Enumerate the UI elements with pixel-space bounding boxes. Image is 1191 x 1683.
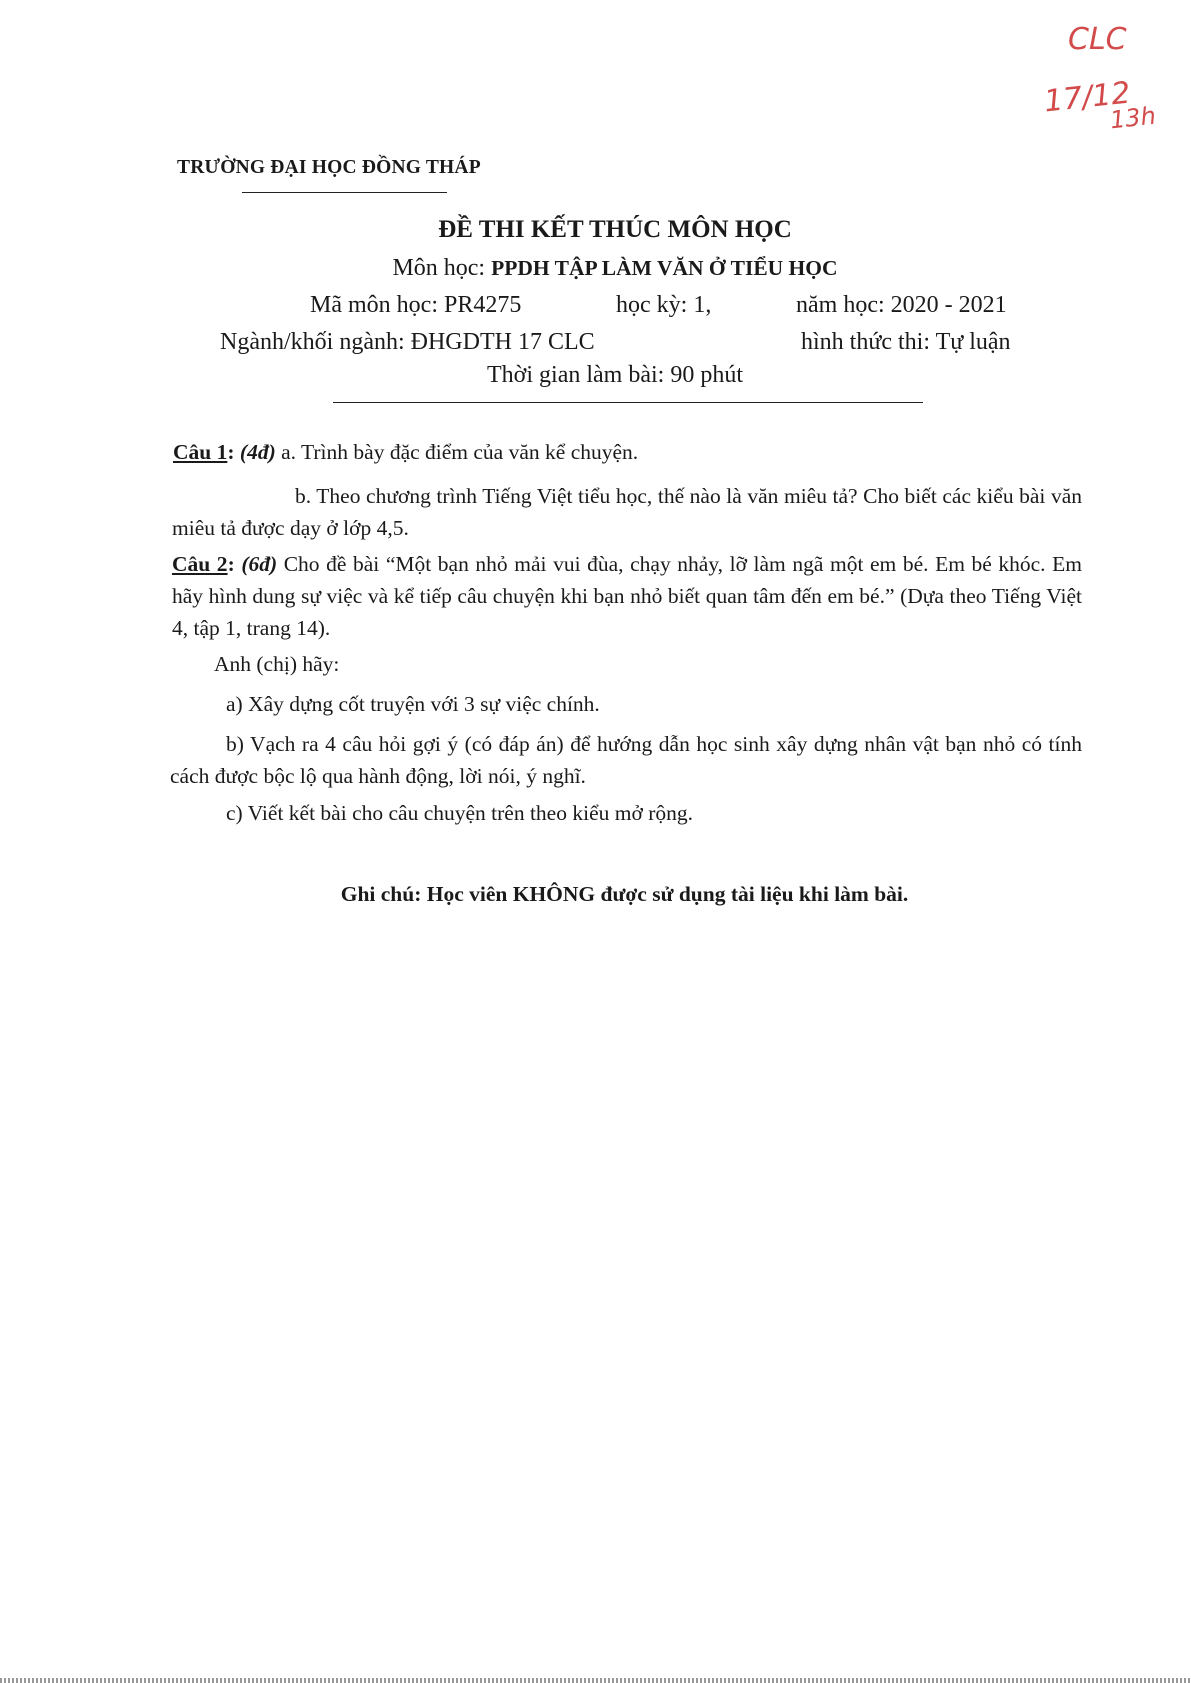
- subject-value: PPDH TẬP LÀM VĂN Ở TIỂU HỌC: [491, 256, 838, 280]
- question-1-points: (4đ): [239, 440, 276, 464]
- exam-title: ĐỀ THI KẾT THÚC MÔN HỌC: [438, 216, 792, 243]
- exam-form: hình thức thi: Tự luận: [801, 329, 1011, 355]
- question-2-part-c: c) Viết kết bài cho câu chuyện trên theo kiểu mở rộng.: [226, 801, 693, 825]
- major: Ngành/khối ngành: ĐHGDTH 17 CLC: [220, 329, 595, 355]
- question-2-points: (6đ): [241, 552, 278, 576]
- university-name: TRƯỜNG ĐẠI HỌC ĐỒNG THÁP: [177, 157, 481, 178]
- handwritten-note-date: 17/12: [1042, 75, 1133, 120]
- question-2-prompt-text: Cho đề bài “Một bạn nhỏ mải vui đùa, chạy nhảy, lỡ làm ngã một em bé. Em bé khóc. Em hãy hình dung sự việc và kể tiếp câu chuyện khi bạn nhỏ biết quan tâm đến em bé.” (Dựa theo Tiếng Việt 4, tập 1, trang 14).: [172, 552, 1082, 640]
- handwritten-note-clc: CLC: [1068, 22, 1127, 57]
- exam-note: Ghi chú: Học viên KHÔNG được sử dụng tài liệu khi làm bài.: [340, 882, 909, 906]
- scan-edge-divider: [0, 1678, 1191, 1683]
- course-code: Mã môn học: PR4275: [310, 292, 522, 318]
- university-underline: [242, 192, 447, 193]
- question-1-part-a: Câu 1: (4đ) a. Trình bày đặc điểm của văn kể chuyện.: [173, 440, 639, 464]
- subject-line: [0, 255, 1191, 282]
- question-1-a-text: a. Trình bày đặc điểm của văn kể chuyện.: [281, 440, 639, 464]
- question-2-part-b: b) Vạch ra 4 câu hỏi gợi ý (có đáp án) để hướng dẫn học sinh xây dựng nhân vật bạn nhỏ có tính cách được bộc lộ qua hành động, lời nói, ý nghĩ.: [170, 732, 1082, 788]
- question-2-lead: Anh (chị) hãy:: [214, 652, 340, 676]
- subject-label: Môn học:: [392, 255, 486, 281]
- school-year: năm học: 2020 - 2021: [796, 292, 1007, 318]
- duration: Thời gian làm bài: 90 phút: [487, 362, 743, 388]
- handwritten-note-time: 13h: [1108, 101, 1158, 135]
- question-1-part-b: b. Theo chương trình Tiếng Việt tiểu học, thế nào là văn miêu tả? Cho biết các kiểu bài văn miêu tả được dạy ở lớp 4,5.: [172, 484, 1082, 540]
- question-2-part-a: a) Xây dựng cốt truyện với 3 sự việc chính.: [226, 692, 600, 716]
- question-1-label: Câu 1: [173, 440, 228, 464]
- question-2-label: Câu 2: [172, 552, 228, 576]
- semester: học kỳ: 1,: [616, 292, 712, 318]
- header-divider: [333, 402, 923, 403]
- question-2-prompt: Câu 2: (6đ) Cho đề bài “Một bạn nhỏ mải vui đùa, chạy nhảy, lỡ làm ngã một em bé. Em bé khóc. Em hãy hình dung sự việc và kể tiếp câu chuyện khi bạn nhỏ biết quan tâm đến em bé.” (Dựa theo Tiếng Việt 4, tập 1, trang 14).: [172, 552, 1082, 640]
